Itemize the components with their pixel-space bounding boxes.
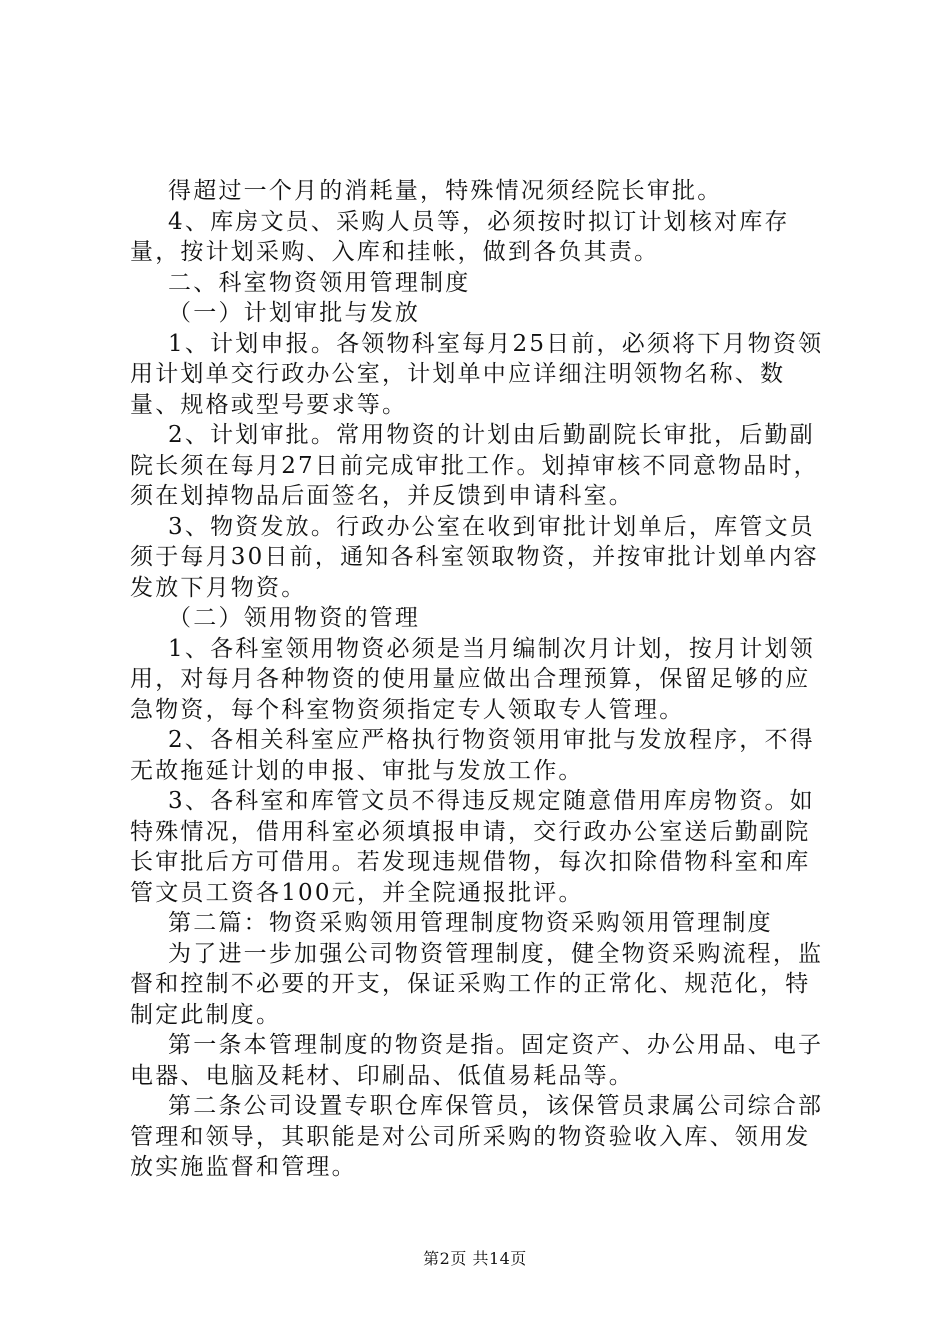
- paragraph: 得超过一个月的消耗量，特殊情况须经院长审批。: [130, 178, 723, 204]
- document-body: [130, 176, 835, 1183]
- paragraph: 1、计划申报。各领物科室每月25日前，必须将下月物资领用计划单交行政办公室，计划单中应详细注明领物名称、数量、规格或型号要求等。: [130, 330, 824, 418]
- paragraph: 2、各相关科室应严格执行物资领用审批与发放程序，不得无故拖延计划的申报、审批与发放工作。: [130, 727, 815, 784]
- section-heading: 二、科室物资领用管理制度: [130, 269, 471, 296]
- paragraph: 为了进一步加强公司物资管理制度，健全物资采购流程，监督和控制不必要的开支，保证采购工作的正常化、规范化，特制定此制度。: [130, 940, 824, 1028]
- paragraph: 第一条本管理制度的物资是指。固定资产、办公用品、电子电器、电脑及耗材、印刷品、低值易耗品等。: [130, 1032, 824, 1089]
- section-heading: 第二篇：物资采购领用管理制度物资采购领用管理制度: [130, 910, 773, 936]
- paragraph: 3、物资发放。行政办公室在收到审批计划单后，库管文员须于每月30日前，通知各科室领取物资，并按审批计划单内容发放下月物资。: [130, 513, 819, 601]
- paragraph: 3、各科室和库管文员不得违反规定随意借用库房物资。如特殊情况，借用科室必须填报申请，交行政办公室送后勤副院长审批后方可借用。若发现违规借物，每次扣除借物科室和库管文员工资各100元，并全院通报批评。: [130, 788, 815, 906]
- paragraph: 4、库房文员、采购人员等，必须按时拟订计划核对库存量，按计划采购、入库和挂帐，做到各负其责。: [130, 208, 790, 265]
- paragraph: 第二条公司设置专职仓库保管员，该保管员隶属公司综合部管理和领导，其职能是对公司所采购的物资验收入库、领用发放实施监督和管理。: [130, 1093, 824, 1180]
- page-number: 第2页 共14页: [423, 1249, 527, 1268]
- subsection-heading: （一）计划审批与发放: [130, 300, 421, 326]
- subsection-heading: （二）领用物资的管理: [130, 605, 421, 631]
- paragraph: 2、计划审批。常用物资的计划由后勤副院长审批，后勤副院长须在每月27日前完成审批工作。划掉审核不同意物品时，须在划掉物品后面签名，并反馈到申请科室。: [130, 422, 819, 509]
- paragraph: 1、各科室领用物资必须是当月编制次月计划，按月计划领用，对每月各种物资的使用量应做出合理预算，保留足够的应急物资，每个科室物资须指定专人领取专人管理。: [130, 635, 815, 723]
